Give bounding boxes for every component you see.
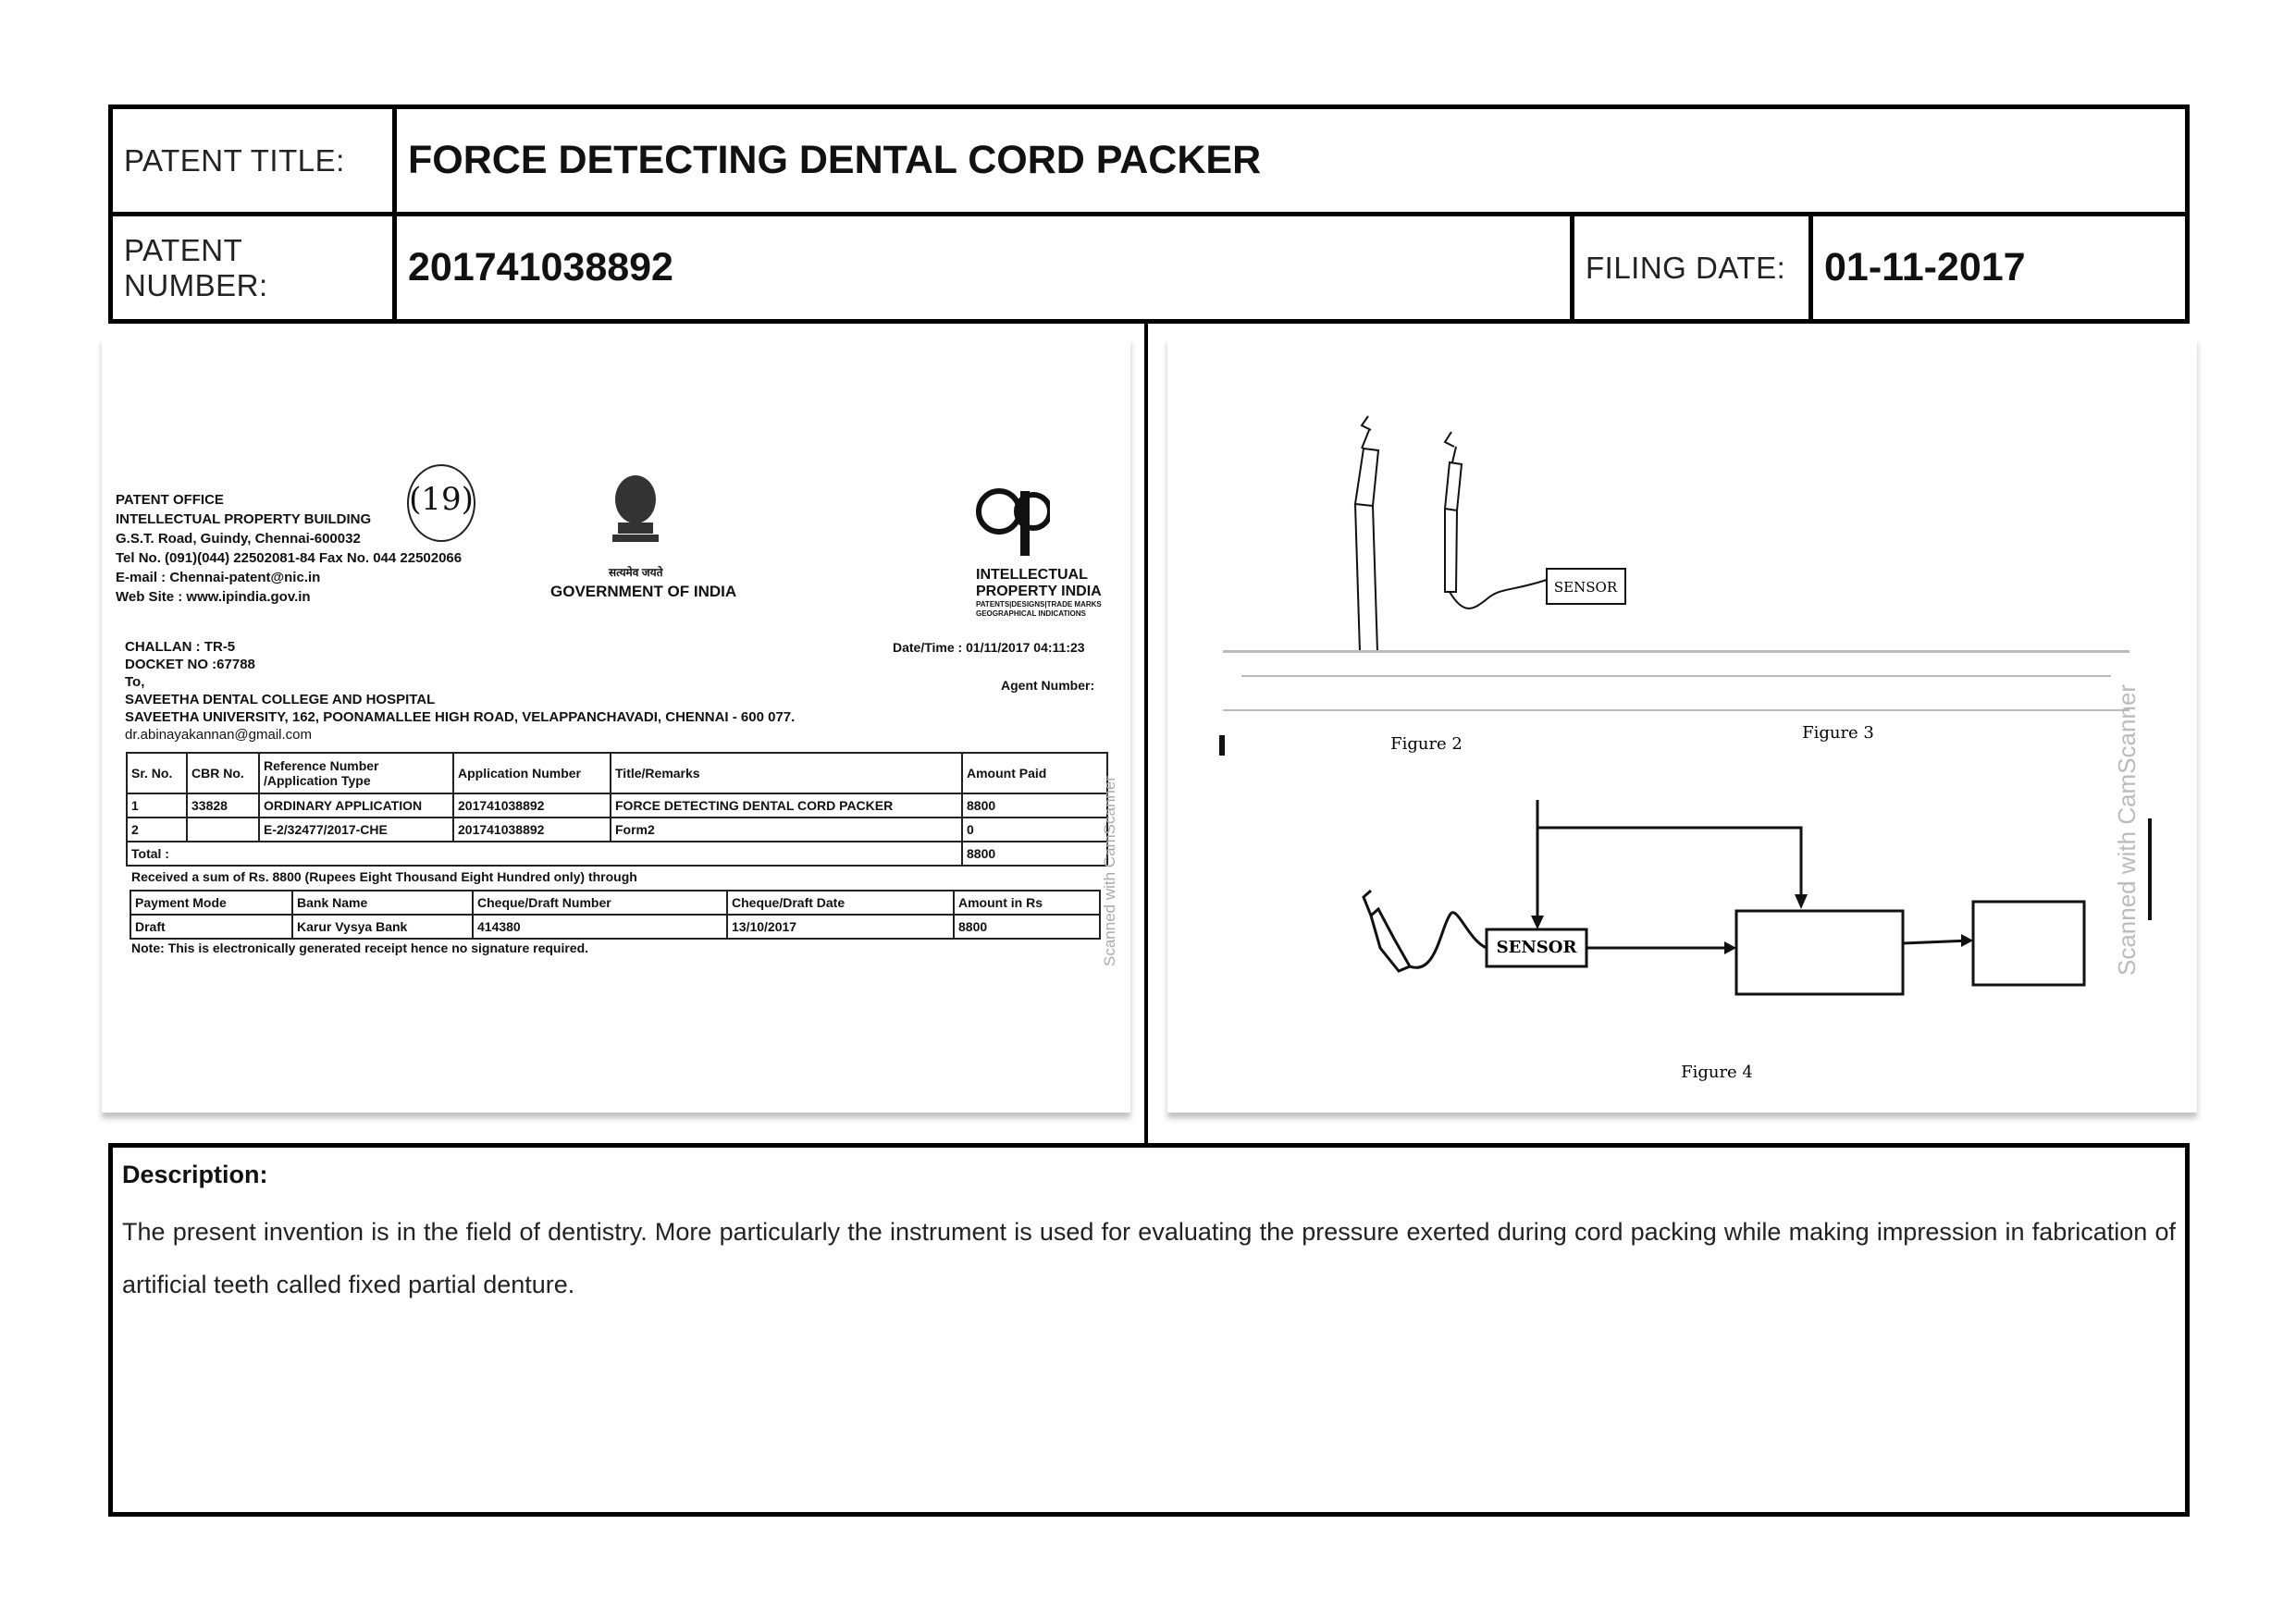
table-cell: 8800 <box>954 915 1100 939</box>
table-cell: 8800 <box>962 793 1107 818</box>
agent-number: Agent Number: <box>1001 678 1095 693</box>
office-line: G.S.T. Road, Guindy, Chennai-600032 <box>116 531 361 547</box>
payment-table <box>130 890 1101 940</box>
figures-scan <box>1167 338 2197 1113</box>
sensor-block-label: SENSOR <box>1496 938 1577 957</box>
table-cell: Form2 <box>611 818 962 842</box>
panel-divider <box>1144 324 1148 1143</box>
patent-title: FORCE DETECTING DENTAL CORD PACKER <box>408 138 1262 182</box>
table-header: Sr. No. <box>127 753 187 793</box>
to-label: To, <box>125 674 145 690</box>
docket: DOCKET NO :67788 <box>125 657 255 672</box>
office-line: Web Site : www.ipindia.gov.in <box>116 589 311 605</box>
camscanner-watermark: Scanned with CamScanner <box>2113 683 2141 976</box>
table-cell: Karur Vysya Bank <box>292 915 473 939</box>
patent-header-table <box>108 105 2190 324</box>
email: dr.abinayakannan@gmail.com <box>125 727 313 743</box>
table-cell: 13/10/2017 <box>727 915 954 939</box>
table-cell: FORCE DETECTING DENTAL CORD PACKER <box>611 793 962 818</box>
table-cell: 201741038892 <box>453 793 611 818</box>
table-header: Payment Mode <box>130 891 292 915</box>
addressee: SAVEETHA DENTAL COLLEGE AND HOSPITAL <box>125 692 436 707</box>
total-value: 8800 <box>962 842 1107 866</box>
table-header: Bank Name <box>292 891 473 915</box>
figure-drawings <box>1167 338 2197 1113</box>
table-cell <box>187 818 259 842</box>
number-label: PATENT NUMBER: <box>124 232 268 302</box>
figure2-caption: Figure 2 <box>1390 734 1463 754</box>
national-emblem-icon <box>601 472 671 564</box>
table-row <box>130 915 1100 939</box>
table-cell: 414380 <box>473 915 727 939</box>
table-cell: 2 <box>127 818 187 842</box>
table-header: Cheque/Draft Number <box>473 891 727 915</box>
table-header: Cheque/Draft Date <box>727 891 954 915</box>
office-line: Tel No. (091)(044) 22502081-84 Fax No. 044 22502066 <box>116 550 463 566</box>
office-line: E-mail : Chennai-patent@nic.in <box>116 570 321 585</box>
title-label: PATENT TITLE: <box>124 142 345 178</box>
table-cell: 33828 <box>187 793 259 818</box>
table-cell: Draft <box>130 915 292 939</box>
office-line: PATENT OFFICE <box>116 492 224 508</box>
figure4-caption: Figure 4 <box>1681 1063 1753 1082</box>
table-cell: 0 <box>962 818 1107 842</box>
receipt-scan <box>102 338 1130 1113</box>
challan: CHALLAN : TR-5 <box>125 639 236 655</box>
emblem-caption: सत्यमेव जयते <box>609 566 663 579</box>
table-header: Title/Remarks <box>611 753 962 793</box>
address: SAVEETHA UNIVERSITY, 162, POONAMALLEE HIGH ROAD, VELAPPANCHAVADI, CHENNAI - 600 077. <box>125 709 796 725</box>
received-text: Received a sum of Rs. 8800 (Rupees Eight Thousand Eight Hundred only) through <box>131 869 637 884</box>
description-box <box>108 1143 2190 1517</box>
filing-date: 01-11-2017 <box>1824 245 2026 289</box>
table-cell: 1 <box>127 793 187 818</box>
sensor-label-small: SENSOR <box>1553 579 1618 596</box>
table-header: Application Number <box>453 753 611 793</box>
table-header: Reference Number /Application Type <box>259 753 453 793</box>
description-label: Description: <box>122 1161 268 1188</box>
patent-number: 201741038892 <box>408 245 673 289</box>
receipt-table <box>126 752 1108 867</box>
ip-india-logo-icon <box>976 486 1050 564</box>
receipt-note: Note: This is electronically generated receipt hence no signature required. <box>131 941 589 955</box>
handwritten-mark: (19) <box>407 464 475 542</box>
ip-logo-line: GEOGRAPHICAL INDICATIONS <box>976 609 1086 618</box>
total-label: Total : <box>127 842 962 866</box>
office-line: INTELLECTUAL PROPERTY BUILDING <box>116 511 372 527</box>
camscanner-watermark: Scanned with CamScanner <box>1101 775 1118 966</box>
ip-logo-line: PROPERTY INDIA <box>976 584 1102 599</box>
government-label: GOVERNMENT OF INDIA <box>550 583 737 600</box>
table-row <box>127 818 1107 842</box>
table-cell: E-2/32477/2017-CHE <box>259 818 453 842</box>
table-cell: ORDINARY APPLICATION <box>259 793 453 818</box>
ip-logo-line: INTELLECTUAL <box>976 567 1088 583</box>
title-row <box>113 109 2185 216</box>
table-header: Amount in Rs <box>954 891 1100 915</box>
description-text: The present invention is in the field of dentistry. More particularly the instrument is used for evaluating the pressure exerted during cord packing while making impression in fabrication of artificial teeth called fixed partial denture. <box>122 1218 2176 1298</box>
table-header: CBR No. <box>187 753 259 793</box>
table-cell: 201741038892 <box>453 818 611 842</box>
ip-logo-line: PATENTS|DESIGNS|TRADE MARKS <box>976 600 1102 609</box>
figure3-caption: Figure 3 <box>1802 723 1874 743</box>
table-header: Amount Paid <box>962 753 1107 793</box>
number-row <box>113 216 2185 319</box>
table-row <box>127 793 1107 818</box>
filing-label: FILING DATE: <box>1586 250 1786 285</box>
datetime: Date/Time : 01/11/2017 04:11:23 <box>893 640 1085 655</box>
